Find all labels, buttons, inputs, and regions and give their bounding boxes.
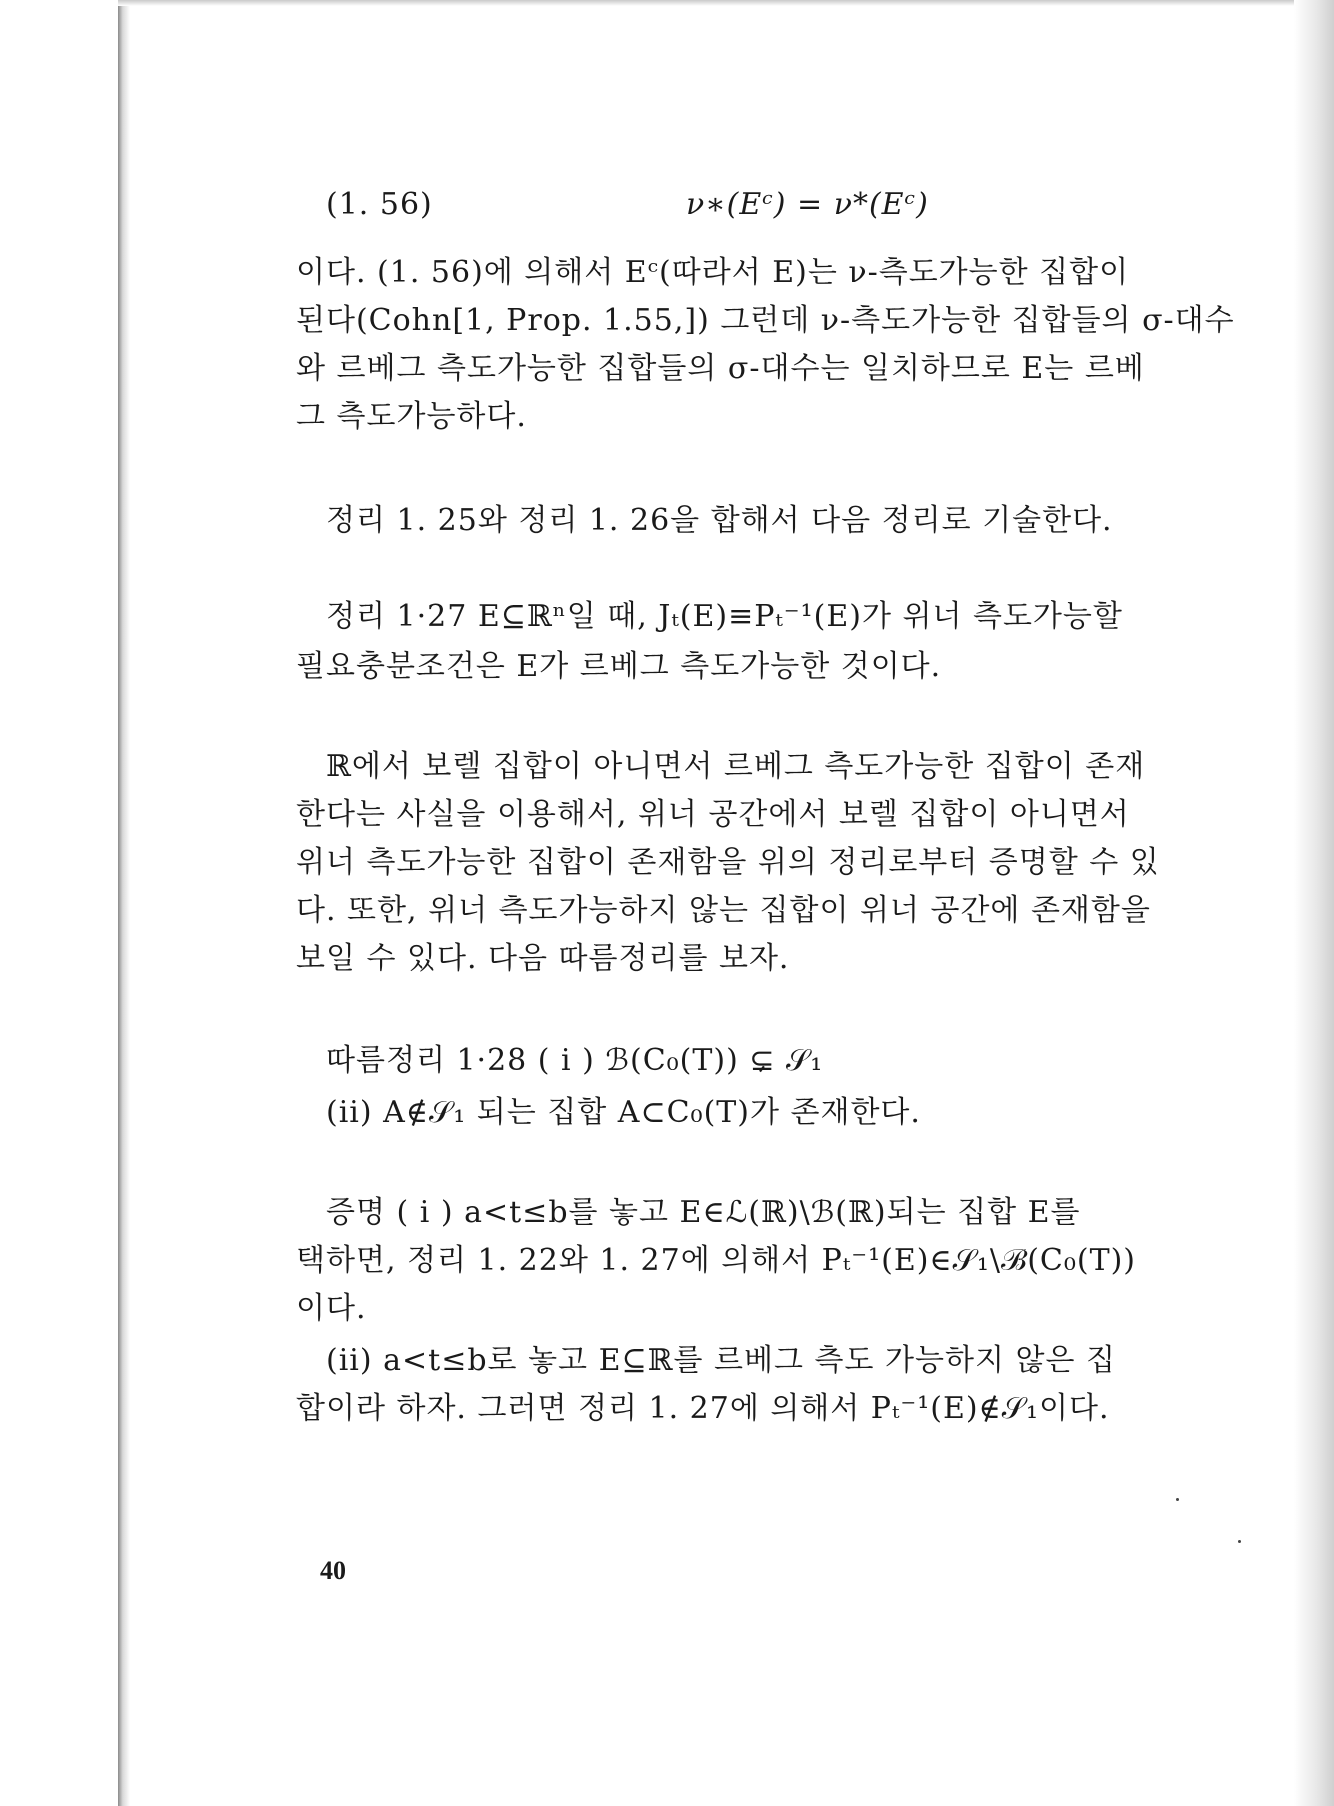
page-number: 40 [320,1556,346,1585]
page-left-edge [118,0,130,1806]
page-right-shadow [1294,0,1334,1806]
theorem-line: 필요충분조건은 E가 르베그 측도가능한 것이다. [296,649,942,684]
paragraph-line: 이다. (1. 56)에 의해서 Eᶜ(따라서 E)는 ν-측도가능한 집합이 [296,255,1130,290]
paragraph-line: ℝ에서 보렐 집합이 아니면서 르베그 측도가능한 집합이 존재 [326,749,1146,784]
proof-line: 합이라 하자. 그러면 정리 1. 27에 의해서 Pₜ⁻¹(E)∉𝒮₁이다. [296,1391,1110,1426]
proof-line: 택하면, 정리 1. 22와 1. 27에 의해서 Pₜ⁻¹(E)∈𝒮₁\ℬ(C₀(T)) [296,1243,1137,1278]
paragraph-line: 위너 측도가능한 집합이 존재함을 위의 정리로부터 증명할 수 있 [296,845,1160,880]
paragraph-line: 다. 또한, 위너 측도가능하지 않는 집합이 위너 공간에 존재함을 [296,893,1151,928]
paragraph-line: 한다는 사실을 이용해서, 위너 공간에서 보렐 집합이 아니면서 [296,797,1130,832]
corollary-line: (ii) A∉𝒮₁ 되는 집합 A⊂C₀(T)가 존재한다. [326,1095,921,1130]
equation-label: (1. 56) [326,187,433,222]
paragraph-line: 그 측도가능하다. [296,399,527,434]
speck [1176,1498,1179,1501]
speck [1238,1540,1241,1543]
corollary-line: 따름정리 1·28 ( i ) ℬ(C₀(T)) ⊊ 𝒮₁ [326,1043,824,1078]
page-top-edge [118,0,1318,6]
proof-line: 증명 ( i ) a<t≤b를 놓고 E∈ℒ(ℝ)\ℬ(ℝ)되는 집합 E를 [326,1195,1081,1230]
paragraph-line: 된다(Cohn[1, Prop. 1.55,]) 그런데 ν-측도가능한 집합들의 σ-대수 [296,303,1235,338]
theorem-line: 정리 1·27 E⊆ℝⁿ일 때, Jₜ(E)≡Pₜ⁻¹(E)가 위너 측도가능할 [326,599,1123,634]
paragraph-line: 와 르베그 측도가능한 집합들의 σ-대수는 일치하므로 E는 르베 [296,351,1145,386]
proof-line: (ii) a<t≤b로 놓고 E⊆ℝ를 르베그 측도 가능하지 않은 집 [326,1343,1116,1378]
equation-body: ν∗(Eᶜ) = ν*(Eᶜ) [686,187,929,222]
paragraph-line: 보일 수 있다. 다음 따름정리를 보자. [296,941,790,976]
paragraph-line: 정리 1. 25와 정리 1. 26을 합해서 다음 정리로 기술한다. [326,503,1113,538]
proof-line: 이다. [296,1291,367,1326]
